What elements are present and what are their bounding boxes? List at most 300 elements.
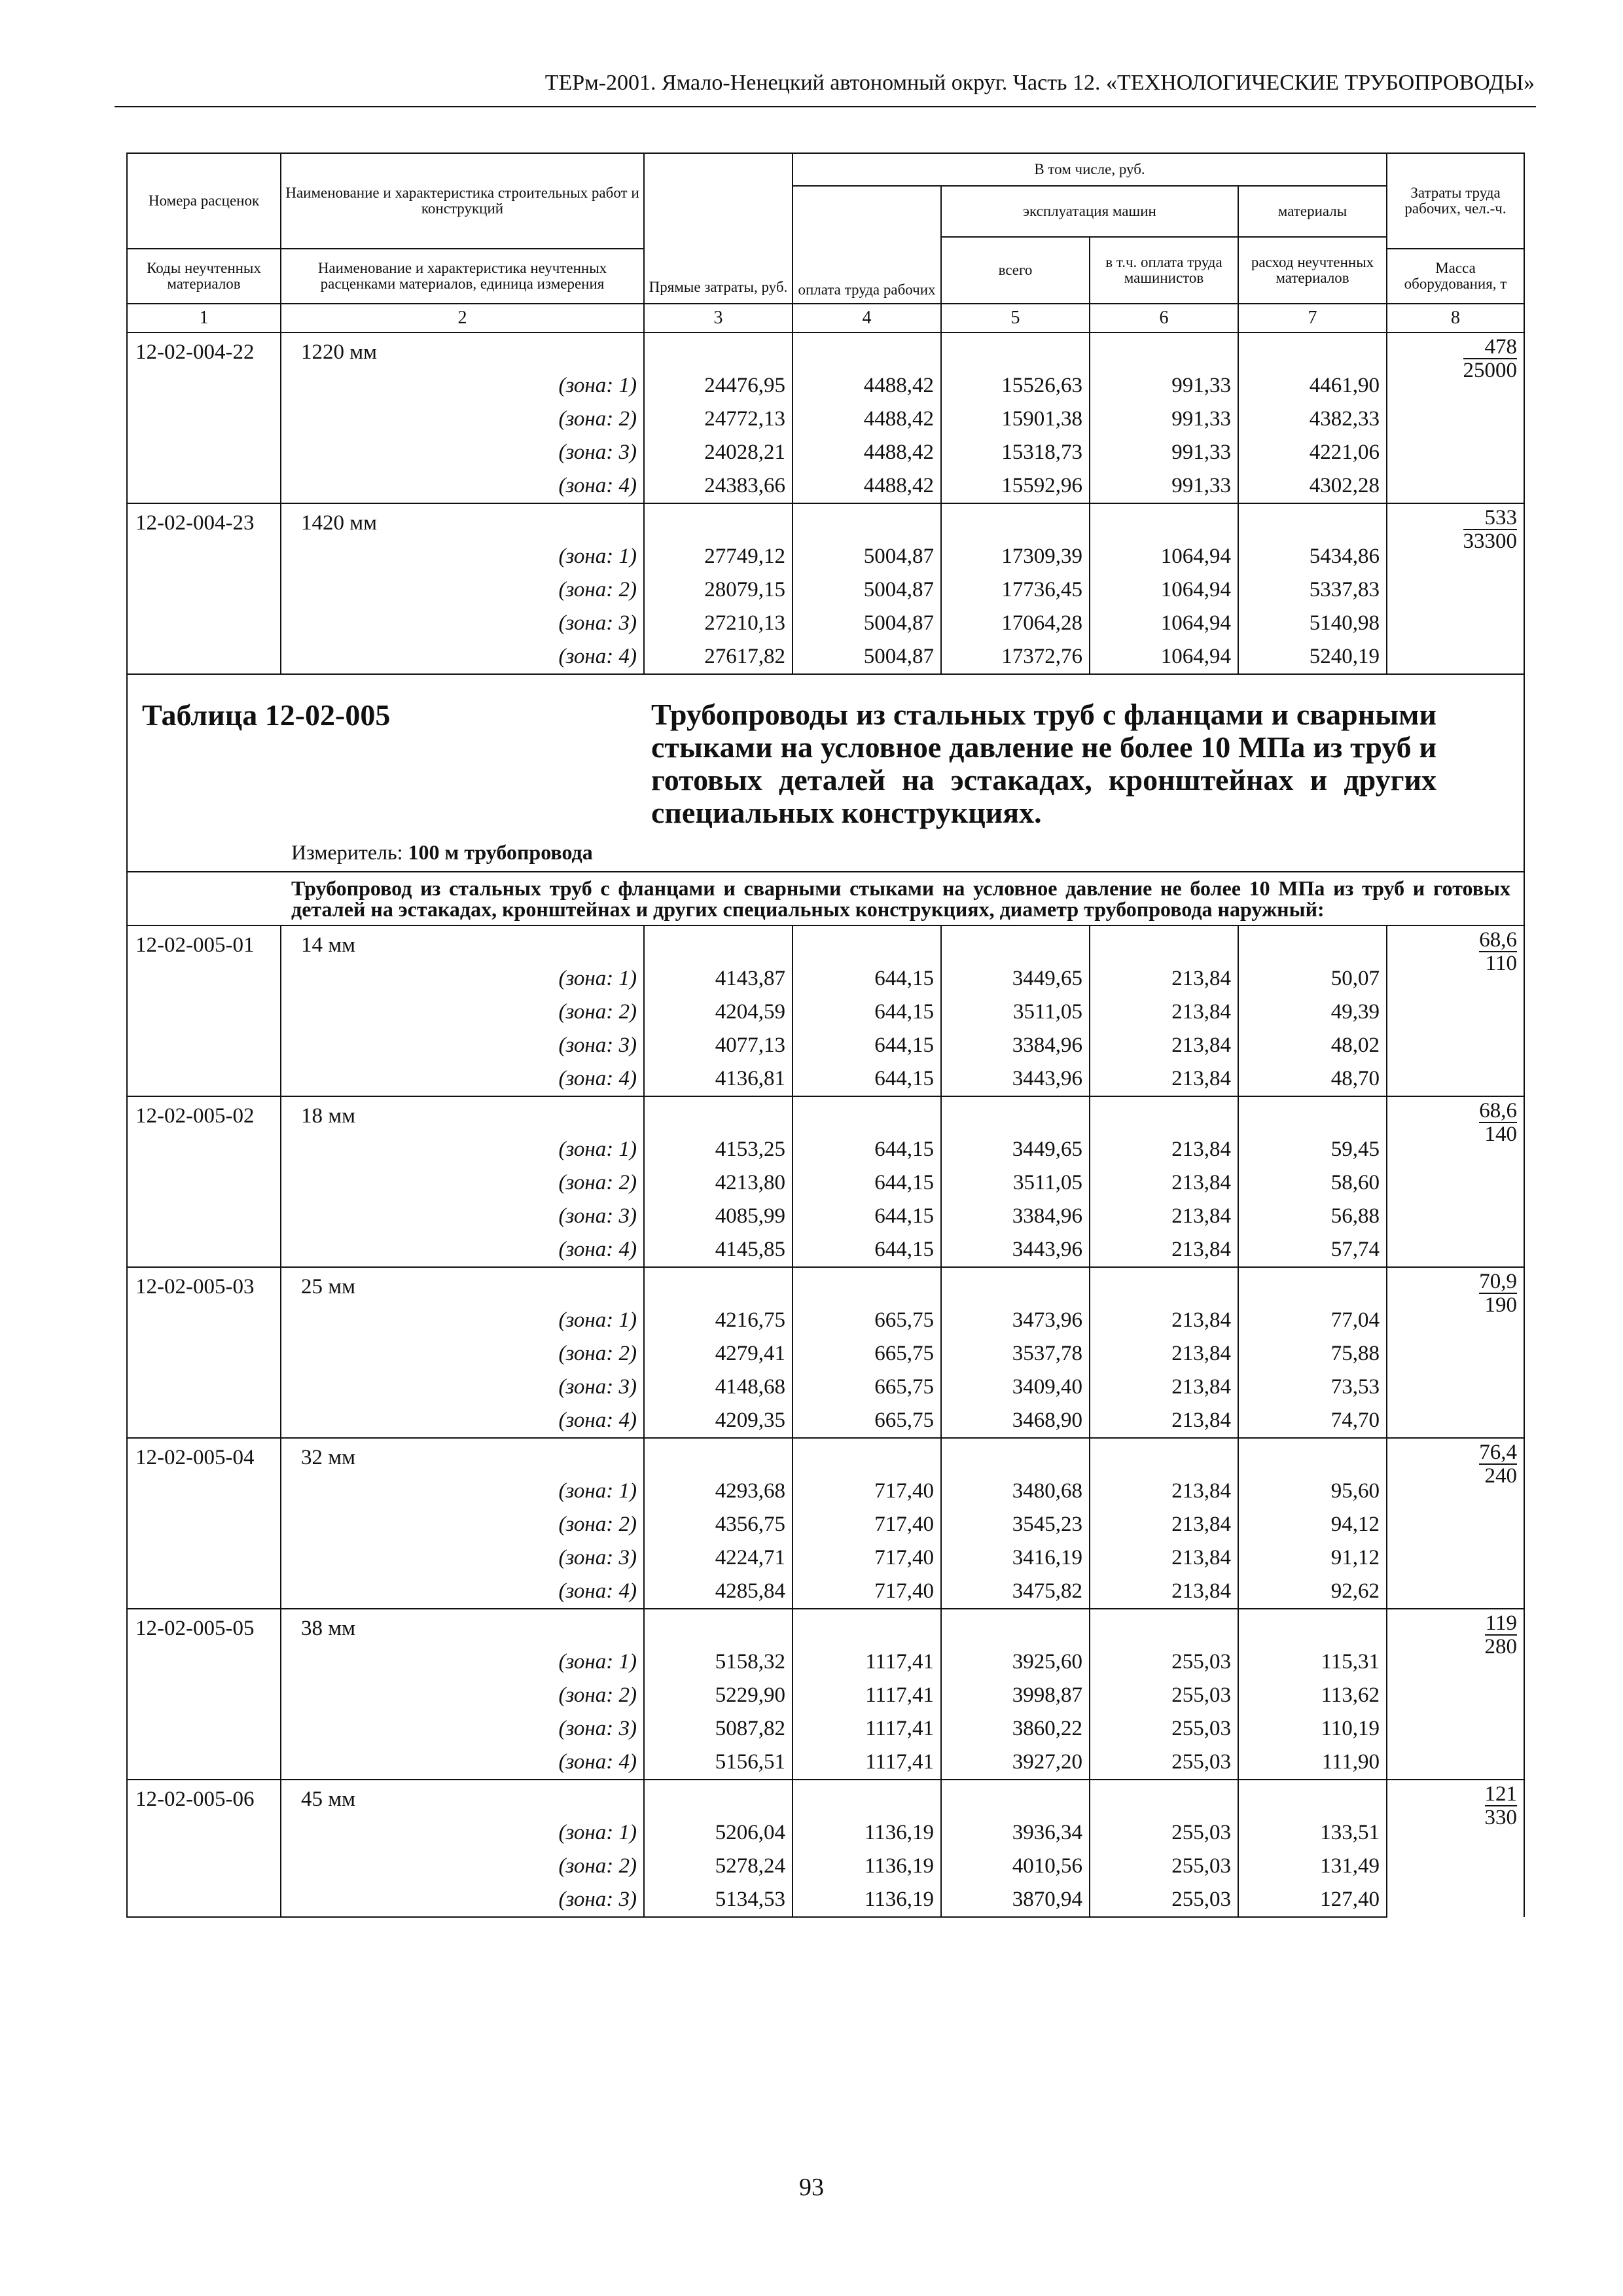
column-number: 3 xyxy=(644,304,793,332)
rate-row xyxy=(127,925,1524,962)
empty-cell xyxy=(1238,1267,1387,1304)
empty-cell xyxy=(1090,1438,1238,1475)
table-header xyxy=(127,153,1524,332)
zone-row xyxy=(127,1337,1524,1371)
rate-name: 1420 мм xyxy=(281,503,644,540)
empty-cell xyxy=(127,403,281,436)
value-cell: 3545,23 xyxy=(941,1508,1090,1541)
value-cell: 75,88 xyxy=(1238,1337,1387,1371)
labor-mass-cell xyxy=(1387,1267,1524,1438)
empty-cell xyxy=(127,1029,281,1062)
empty-cell xyxy=(644,1780,793,1816)
value-cell: 4285,84 xyxy=(644,1575,793,1609)
value-cell: 133,51 xyxy=(1238,1816,1387,1850)
value-cell: 5158,32 xyxy=(644,1645,793,1679)
value-cell: 4488,42 xyxy=(793,369,941,403)
zone-label: (зона: 3) xyxy=(281,1200,644,1233)
rate-code: 12-02-005-05 xyxy=(127,1609,281,1645)
empty-cell xyxy=(127,1304,281,1337)
value-cell: 111,90 xyxy=(1238,1746,1387,1780)
value-cell: 1117,41 xyxy=(793,1746,941,1780)
value-cell: 5134,53 xyxy=(644,1883,793,1917)
value-cell: 1064,94 xyxy=(1090,607,1238,640)
table-body-part-b xyxy=(127,925,1524,1917)
zone-label: (зона: 1) xyxy=(281,1133,644,1166)
value-cell: 4145,85 xyxy=(644,1233,793,1267)
col2-bottom: Наименование и характеристика неучтенных расценками материалов, единица измерения xyxy=(281,249,644,304)
zone-label: (зона: 2) xyxy=(281,1166,644,1200)
rate-code: 12-02-005-02 xyxy=(127,1096,281,1133)
value-cell: 3473,96 xyxy=(941,1304,1090,1337)
value-cell: 5004,87 xyxy=(793,607,941,640)
empty-cell xyxy=(127,540,281,573)
value-cell: 3511,05 xyxy=(941,996,1090,1029)
rate-code: 12-02-005-04 xyxy=(127,1438,281,1475)
value-cell: 213,84 xyxy=(1090,1200,1238,1233)
value-cell: 4153,25 xyxy=(644,1133,793,1166)
value-cell: 4382,33 xyxy=(1238,403,1387,436)
empty-cell xyxy=(1090,332,1238,369)
meter-label: Измеритель: xyxy=(291,840,403,864)
zone-row xyxy=(127,1200,1524,1233)
value-cell: 50,07 xyxy=(1238,962,1387,996)
rate-name: 38 мм xyxy=(281,1609,644,1645)
zone-label: (зона: 2) xyxy=(281,573,644,607)
zone-row xyxy=(127,1029,1524,1062)
empty-cell xyxy=(127,1371,281,1404)
zone-row xyxy=(127,1816,1524,1850)
equipment-mass: 110 xyxy=(1485,952,1518,975)
labor-over-mass xyxy=(1479,929,1517,975)
value-cell: 5004,87 xyxy=(793,540,941,573)
empty-cell xyxy=(1090,1096,1238,1133)
rate-name: 1220 мм xyxy=(281,332,644,369)
value-cell: 94,12 xyxy=(1238,1508,1387,1541)
zone-label: (зона: 2) xyxy=(281,1679,644,1712)
rate-row xyxy=(127,503,1524,540)
zone-row xyxy=(127,1645,1524,1679)
value-cell: 3936,34 xyxy=(941,1816,1090,1850)
zone-row xyxy=(127,1541,1524,1575)
col3-direct-costs: Прямые затраты, руб. xyxy=(644,153,793,304)
value-cell: 5004,87 xyxy=(793,640,941,674)
value-cell: 3468,90 xyxy=(941,1404,1090,1438)
value-cell: 4461,90 xyxy=(1238,369,1387,403)
price-table xyxy=(126,152,1524,1918)
zone-label: (зона: 2) xyxy=(281,1337,644,1371)
column-number: 6 xyxy=(1090,304,1238,332)
col5-total: всего xyxy=(941,237,1090,304)
value-cell: 1064,94 xyxy=(1090,540,1238,573)
equipment-mass: 25000 xyxy=(1463,359,1518,382)
rate-name: 45 мм xyxy=(281,1780,644,1816)
labor-mass-cell xyxy=(1387,1438,1524,1609)
value-cell: 213,84 xyxy=(1090,1475,1238,1508)
labor-hours: 119 xyxy=(1485,1611,1518,1635)
labor-mass-cell xyxy=(1387,1096,1524,1267)
rate-code: 12-02-004-22 xyxy=(127,332,281,369)
equipment-mass: 330 xyxy=(1484,1806,1518,1829)
empty-cell xyxy=(127,1404,281,1438)
empty-cell xyxy=(644,925,793,962)
header-rule xyxy=(115,106,1536,107)
value-cell: 28079,15 xyxy=(644,573,793,607)
zone-label: (зона: 4) xyxy=(281,469,644,503)
empty-cell xyxy=(941,332,1090,369)
value-cell: 213,84 xyxy=(1090,1029,1238,1062)
value-cell: 213,84 xyxy=(1090,1508,1238,1541)
empty-cell xyxy=(127,1541,281,1575)
value-cell: 255,03 xyxy=(1090,1746,1238,1780)
empty-cell xyxy=(127,607,281,640)
zone-label: (зона: 3) xyxy=(281,1029,644,1062)
value-cell: 15592,96 xyxy=(941,469,1090,503)
value-cell: 15901,38 xyxy=(941,403,1090,436)
labor-over-mass xyxy=(1479,1441,1517,1487)
zone-row xyxy=(127,1850,1524,1883)
col1-bottom: Коды неучтенных материалов xyxy=(127,249,281,304)
rate-row xyxy=(127,1267,1524,1304)
value-cell: 3860,22 xyxy=(941,1712,1090,1746)
value-cell: 665,75 xyxy=(793,1304,941,1337)
table-title-section xyxy=(127,674,1524,925)
value-cell: 665,75 xyxy=(793,1371,941,1404)
labor-mass-cell xyxy=(1387,1780,1524,1917)
rate-code: 12-02-005-03 xyxy=(127,1267,281,1304)
group-machines: эксплуатация машин xyxy=(941,186,1238,237)
value-cell: 644,15 xyxy=(793,1062,941,1096)
value-cell: 3537,78 xyxy=(941,1337,1090,1371)
value-cell: 17736,45 xyxy=(941,573,1090,607)
empty-cell xyxy=(793,1609,941,1645)
equipment-mass: 33300 xyxy=(1463,529,1518,553)
empty-cell xyxy=(1238,503,1387,540)
labor-mass-cell xyxy=(1387,503,1524,674)
zone-row xyxy=(127,962,1524,996)
zone-label: (зона: 2) xyxy=(281,996,644,1029)
empty-cell xyxy=(793,503,941,540)
page-number: 93 xyxy=(799,2174,824,2201)
empty-cell xyxy=(644,332,793,369)
value-cell: 4085,99 xyxy=(644,1200,793,1233)
value-cell: 4213,80 xyxy=(644,1166,793,1200)
value-cell: 3409,40 xyxy=(941,1371,1090,1404)
zone-row xyxy=(127,1404,1524,1438)
rate-code: 12-02-005-06 xyxy=(127,1780,281,1816)
value-cell: 48,70 xyxy=(1238,1062,1387,1096)
labor-mass-cell xyxy=(1387,925,1524,1096)
zone-row xyxy=(127,1883,1524,1917)
value-cell: 27617,82 xyxy=(644,640,793,674)
labor-hours: 533 xyxy=(1463,507,1518,530)
value-cell: 95,60 xyxy=(1238,1475,1387,1508)
value-cell: 3998,87 xyxy=(941,1679,1090,1712)
value-cell: 4279,41 xyxy=(644,1337,793,1371)
value-cell: 113,62 xyxy=(1238,1679,1387,1712)
value-cell: 92,62 xyxy=(1238,1575,1387,1609)
value-cell: 4302,28 xyxy=(1238,469,1387,503)
value-cell: 4010,56 xyxy=(941,1850,1090,1883)
value-cell: 213,84 xyxy=(1090,996,1238,1029)
value-cell: 1064,94 xyxy=(1090,573,1238,607)
zone-label: (зона: 1) xyxy=(281,369,644,403)
zone-row xyxy=(127,1233,1524,1267)
empty-cell xyxy=(644,1096,793,1133)
value-cell: 3511,05 xyxy=(941,1166,1090,1200)
zone-row xyxy=(127,436,1524,469)
zone-row xyxy=(127,403,1524,436)
zone-label: (зона: 4) xyxy=(281,1575,644,1609)
running-header: ТЕРм-2001. Ямало-Ненецкий автономный округ. Часть 12. «ТЕХНОЛОГИЧЕСКИЕ ТРУБОПРОВОДЫ» xyxy=(544,71,1535,95)
value-cell: 4209,35 xyxy=(644,1404,793,1438)
value-cell: 27749,12 xyxy=(644,540,793,573)
value-cell: 49,39 xyxy=(1238,996,1387,1029)
value-cell: 4488,42 xyxy=(793,403,941,436)
value-cell: 4488,42 xyxy=(793,469,941,503)
value-cell: 991,33 xyxy=(1090,469,1238,503)
zone-row xyxy=(127,1133,1524,1166)
value-cell: 717,40 xyxy=(793,1575,941,1609)
value-cell: 1117,41 xyxy=(793,1679,941,1712)
value-cell: 5156,51 xyxy=(644,1746,793,1780)
equipment-mass: 280 xyxy=(1484,1635,1518,1659)
empty-cell xyxy=(941,1609,1090,1645)
value-cell: 17372,76 xyxy=(941,640,1090,674)
value-cell: 1136,19 xyxy=(793,1816,941,1850)
value-cell: 3416,19 xyxy=(941,1541,1090,1575)
empty-cell xyxy=(793,1780,941,1816)
value-cell: 644,15 xyxy=(793,962,941,996)
empty-cell xyxy=(941,503,1090,540)
value-cell: 644,15 xyxy=(793,1200,941,1233)
value-cell: 17309,39 xyxy=(941,540,1090,573)
value-cell: 1117,41 xyxy=(793,1645,941,1679)
column-number: 5 xyxy=(941,304,1090,332)
value-cell: 27210,13 xyxy=(644,607,793,640)
value-cell: 644,15 xyxy=(793,1133,941,1166)
empty-cell xyxy=(793,332,941,369)
value-cell: 1064,94 xyxy=(1090,640,1238,674)
table-number: Таблица 12-02-005 xyxy=(142,698,391,732)
empty-cell xyxy=(127,369,281,403)
value-cell: 131,49 xyxy=(1238,1850,1387,1883)
column-number: 1 xyxy=(127,304,281,332)
rate-row xyxy=(127,1780,1524,1816)
empty-cell xyxy=(1090,503,1238,540)
empty-cell xyxy=(644,1267,793,1304)
value-cell: 110,19 xyxy=(1238,1712,1387,1746)
rate-row xyxy=(127,1438,1524,1475)
empty-cell xyxy=(941,1096,1090,1133)
rate-row xyxy=(127,332,1524,369)
unit-of-measure xyxy=(291,836,593,869)
equipment-mass: 190 xyxy=(1484,1293,1518,1317)
column-number: 8 xyxy=(1387,304,1524,332)
empty-cell xyxy=(127,1679,281,1712)
value-cell: 644,15 xyxy=(793,996,941,1029)
value-cell: 665,75 xyxy=(793,1404,941,1438)
labor-over-mass xyxy=(1485,1783,1518,1829)
labor-hours: 121 xyxy=(1484,1782,1518,1806)
labor-over-mass xyxy=(1463,336,1518,382)
rate-row xyxy=(127,1609,1524,1645)
value-cell: 5004,87 xyxy=(793,573,941,607)
zone-label: (зона: 3) xyxy=(281,1541,644,1575)
section-subtitle: Трубопровод из стальных труб с фланцами и сварными стыками на условное давление не более 10 МПа из труб и готовых деталей на эстакадах, кронштейнах и других специальных конструкциях, диаметр трубопровода наружный: xyxy=(291,876,1511,921)
value-cell: 644,15 xyxy=(793,1233,941,1267)
value-cell: 213,84 xyxy=(1090,1337,1238,1371)
value-cell: 3475,82 xyxy=(941,1575,1090,1609)
labor-hours: 478 xyxy=(1463,336,1518,359)
labor-over-mass xyxy=(1485,1612,1518,1658)
value-cell: 57,74 xyxy=(1238,1233,1387,1267)
value-cell: 991,33 xyxy=(1090,436,1238,469)
zone-row xyxy=(127,1166,1524,1200)
zone-row xyxy=(127,1746,1524,1780)
value-cell: 24772,13 xyxy=(644,403,793,436)
zone-row xyxy=(127,573,1524,607)
empty-cell xyxy=(1238,332,1387,369)
value-cell: 1136,19 xyxy=(793,1850,941,1883)
group-materials: материалы xyxy=(1238,186,1387,237)
labor-over-mass xyxy=(1479,1100,1517,1145)
empty-cell xyxy=(1238,1096,1387,1133)
empty-cell xyxy=(644,503,793,540)
zone-label: (зона: 3) xyxy=(281,436,644,469)
value-cell: 255,03 xyxy=(1090,1850,1238,1883)
empty-cell xyxy=(127,1200,281,1233)
value-cell: 213,84 xyxy=(1090,1304,1238,1337)
empty-cell xyxy=(1238,1780,1387,1816)
zone-label: (зона: 2) xyxy=(281,1850,644,1883)
zone-label: (зона: 3) xyxy=(281,607,644,640)
value-cell: 17064,28 xyxy=(941,607,1090,640)
empty-cell xyxy=(127,469,281,503)
zone-row xyxy=(127,996,1524,1029)
zone-row xyxy=(127,369,1524,403)
value-cell: 3443,96 xyxy=(941,1062,1090,1096)
value-cell: 213,84 xyxy=(1090,1541,1238,1575)
value-cell: 3384,96 xyxy=(941,1200,1090,1233)
empty-cell xyxy=(127,1166,281,1200)
col1-top: Номера расценок xyxy=(127,153,281,249)
value-cell: 127,40 xyxy=(1238,1883,1387,1917)
value-cell: 255,03 xyxy=(1090,1645,1238,1679)
zone-row xyxy=(127,607,1524,640)
value-cell: 213,84 xyxy=(1090,1062,1238,1096)
value-cell: 644,15 xyxy=(793,1166,941,1200)
col7-materials-use: расход неучтенных материалов xyxy=(1238,237,1387,304)
empty-cell xyxy=(941,1438,1090,1475)
value-cell: 255,03 xyxy=(1090,1679,1238,1712)
empty-cell xyxy=(1090,925,1238,962)
value-cell: 5278,24 xyxy=(644,1850,793,1883)
value-cell: 3870,94 xyxy=(941,1883,1090,1917)
value-cell: 24028,21 xyxy=(644,436,793,469)
labor-hours: 70,9 xyxy=(1479,1270,1518,1293)
zone-label: (зона: 4) xyxy=(281,640,644,674)
value-cell: 4143,87 xyxy=(644,962,793,996)
value-cell: 717,40 xyxy=(793,1475,941,1508)
value-cell: 255,03 xyxy=(1090,1816,1238,1850)
value-cell: 1117,41 xyxy=(793,1712,941,1746)
table-description: Трубопроводы из стальных труб с фланцами и сварными стыками на условное давление не более 10 МПа из труб и готовых деталей на эстакадах, кронштейнах и других специальных конструкциях. xyxy=(651,698,1436,829)
empty-cell xyxy=(1090,1609,1238,1645)
value-cell: 5240,19 xyxy=(1238,640,1387,674)
value-cell: 5140,98 xyxy=(1238,607,1387,640)
zone-label: (зона: 4) xyxy=(281,1404,644,1438)
empty-cell xyxy=(127,1816,281,1850)
col4-labor-pay: оплата труда рабочих xyxy=(793,186,941,304)
zone-label: (зона: 1) xyxy=(281,1645,644,1679)
value-cell: 644,15 xyxy=(793,1029,941,1062)
empty-cell xyxy=(127,1746,281,1780)
zone-label: (зона: 1) xyxy=(281,1304,644,1337)
value-cell: 48,02 xyxy=(1238,1029,1387,1062)
empty-cell xyxy=(644,1438,793,1475)
value-cell: 56,88 xyxy=(1238,1200,1387,1233)
col8-top: Затраты труда рабочих, чел.-ч. xyxy=(1387,153,1524,249)
rate-code: 12-02-005-01 xyxy=(127,925,281,962)
value-cell: 3384,96 xyxy=(941,1029,1090,1062)
value-cell: 115,31 xyxy=(1238,1645,1387,1679)
zone-label: (зона: 4) xyxy=(281,1746,644,1780)
value-cell: 74,70 xyxy=(1238,1404,1387,1438)
value-cell: 717,40 xyxy=(793,1541,941,1575)
value-cell: 4293,68 xyxy=(644,1475,793,1508)
rate-name: 18 мм xyxy=(281,1096,644,1133)
value-cell: 717,40 xyxy=(793,1508,941,1541)
value-cell: 991,33 xyxy=(1090,369,1238,403)
value-cell: 3480,68 xyxy=(941,1475,1090,1508)
zone-label: (зона: 2) xyxy=(281,1508,644,1541)
column-numbers-row xyxy=(127,304,1524,332)
value-cell: 4221,06 xyxy=(1238,436,1387,469)
empty-cell xyxy=(127,1337,281,1371)
equipment-mass: 140 xyxy=(1484,1122,1518,1146)
empty-cell xyxy=(127,573,281,607)
value-cell: 5229,90 xyxy=(644,1679,793,1712)
zone-row xyxy=(127,1371,1524,1404)
value-cell: 24383,66 xyxy=(644,469,793,503)
zone-label: (зона: 1) xyxy=(281,1475,644,1508)
zone-label: (зона: 1) xyxy=(281,962,644,996)
zone-label: (зона: 1) xyxy=(281,540,644,573)
empty-cell xyxy=(793,1438,941,1475)
value-cell: 3443,96 xyxy=(941,1233,1090,1267)
zone-row xyxy=(127,1575,1524,1609)
empty-cell xyxy=(1238,1609,1387,1645)
column-number: 4 xyxy=(793,304,941,332)
labor-over-mass xyxy=(1479,1270,1517,1316)
zone-row xyxy=(127,1508,1524,1541)
value-cell: 4216,75 xyxy=(644,1304,793,1337)
value-cell: 24476,95 xyxy=(644,369,793,403)
value-cell: 77,04 xyxy=(1238,1304,1387,1337)
value-cell: 5337,83 xyxy=(1238,573,1387,607)
empty-cell xyxy=(793,1267,941,1304)
zone-row xyxy=(127,1475,1524,1508)
value-cell: 5434,86 xyxy=(1238,540,1387,573)
col6-operators-pay: в т.ч. оплата труда машинистов xyxy=(1090,237,1238,304)
value-cell: 4224,71 xyxy=(644,1541,793,1575)
value-cell: 213,84 xyxy=(1090,1233,1238,1267)
labor-hours: 76,4 xyxy=(1479,1441,1518,1464)
labor-mass-cell xyxy=(1387,1609,1524,1780)
value-cell: 3925,60 xyxy=(941,1645,1090,1679)
zone-label: (зона: 3) xyxy=(281,1883,644,1917)
value-cell: 3449,65 xyxy=(941,962,1090,996)
